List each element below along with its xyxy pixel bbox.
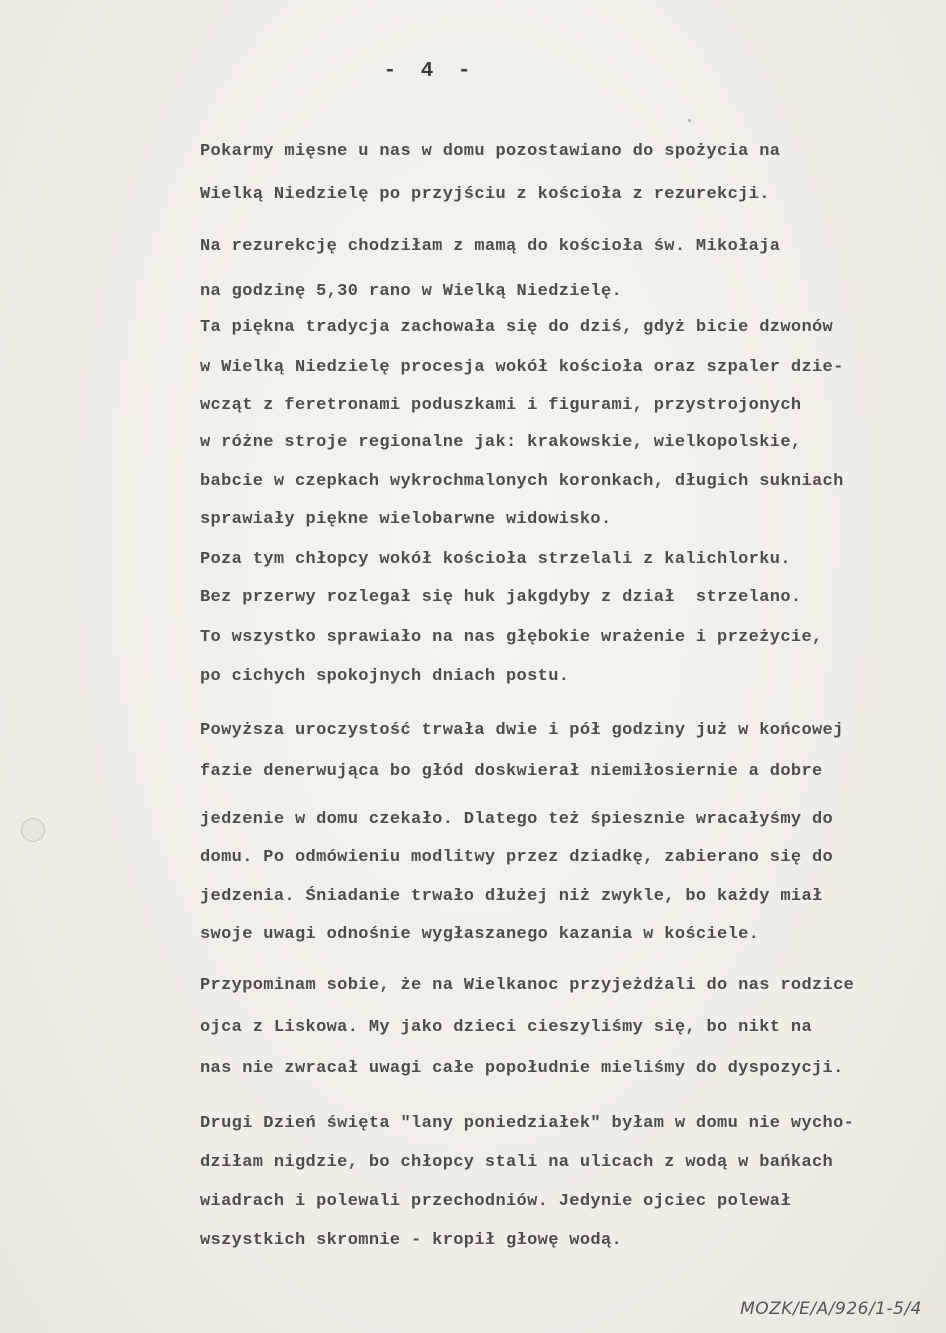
text-line: wszystkich skromnie - kropił głowę wodą. xyxy=(200,1231,623,1250)
page-number: - 4 - xyxy=(383,60,477,83)
text-line: Drugi Dzień święta "lany poniedziałek" byłam w domu nie wycho- xyxy=(200,1114,855,1133)
text-line: babcie w czepkach wykrochmalonych koronkach, długich sukniach xyxy=(200,472,844,491)
text-line: w Wielką Niedzielę procesja wokół kościoła oraz szpaler dzie- xyxy=(200,358,844,377)
text-line: domu. Po odmówieniu modlitwy przez dziadkę, zabierano się do xyxy=(200,848,834,867)
text-line: wiadrach i polewali przechodniów. Jedynie ojciec polewał xyxy=(200,1192,791,1211)
text-line: na godzinę 5,30 rano w Wielką Niedzielę. xyxy=(200,282,623,301)
paper-speck xyxy=(688,119,691,122)
text-line: ojca z Liskowa. My jako dzieci cieszyliśmy się, bo nikt na xyxy=(200,1018,812,1037)
text-line: w różne stroje regionalne jak: krakowskie, wielkopolskie, xyxy=(200,433,802,452)
text-line: nas nie zwracał uwagi całe popołudnie mieliśmy do dyspozycji. xyxy=(200,1059,844,1078)
text-line: Ta piękna tradycja zachowała się do dziś, gdyż bicie dzwonów xyxy=(200,318,834,337)
text-line: sprawiały piękne wielobarwne widowisko. xyxy=(200,510,612,529)
text-line: jedzenia. Śniadanie trwało dłużej niż zwykle, bo każdy miał xyxy=(200,887,823,906)
archive-signature: MOZK/E/A/926/1-5/4 xyxy=(740,1299,922,1319)
text-line: To wszystko sprawiało na nas głębokie wrażenie i przeżycie, xyxy=(200,628,823,647)
text-line: Pokarmy mięsne u nas w domu pozostawiano do spożycia na xyxy=(200,142,781,161)
text-line: Powyższa uroczystość trwała dwie i pół godziny już w końcowej xyxy=(200,721,844,740)
text-line: wcząt z feretronami poduszkami i figurami, przystrojonych xyxy=(200,396,802,415)
text-line: swoje uwagi odnośnie wygłaszanego kazania w kościele. xyxy=(200,925,760,944)
text-line: dziłam nigdzie, bo chłopcy stali na ulicach z wodą w bańkach xyxy=(200,1153,834,1172)
text-line: Poza tym chłopcy wokół kościoła strzelali z kalichlorku. xyxy=(200,550,791,569)
text-line: Na rezurekcję chodziłam z mamą do kościoła św. Mikołaja xyxy=(200,237,781,256)
text-line: fazie denerwująca bo głód doskwierał niemiłosiernie a dobre xyxy=(200,762,823,781)
text-line: Przypominam sobie, że na Wielkanoc przyjeżdżali do nas rodzice xyxy=(200,976,855,995)
text-line: jedzenie w domu czekało. Dlatego też śpiesznie wracałyśmy do xyxy=(200,810,834,829)
punch-hole xyxy=(21,818,45,842)
text-line: Wielką Niedzielę po przyjściu z kościoła z rezurekcji. xyxy=(200,185,770,204)
text-line: Bez przerwy rozlegał się huk jakgdyby z dział strzelano. xyxy=(200,588,802,607)
text-line: po cichych spokojnych dniach postu. xyxy=(200,667,570,686)
